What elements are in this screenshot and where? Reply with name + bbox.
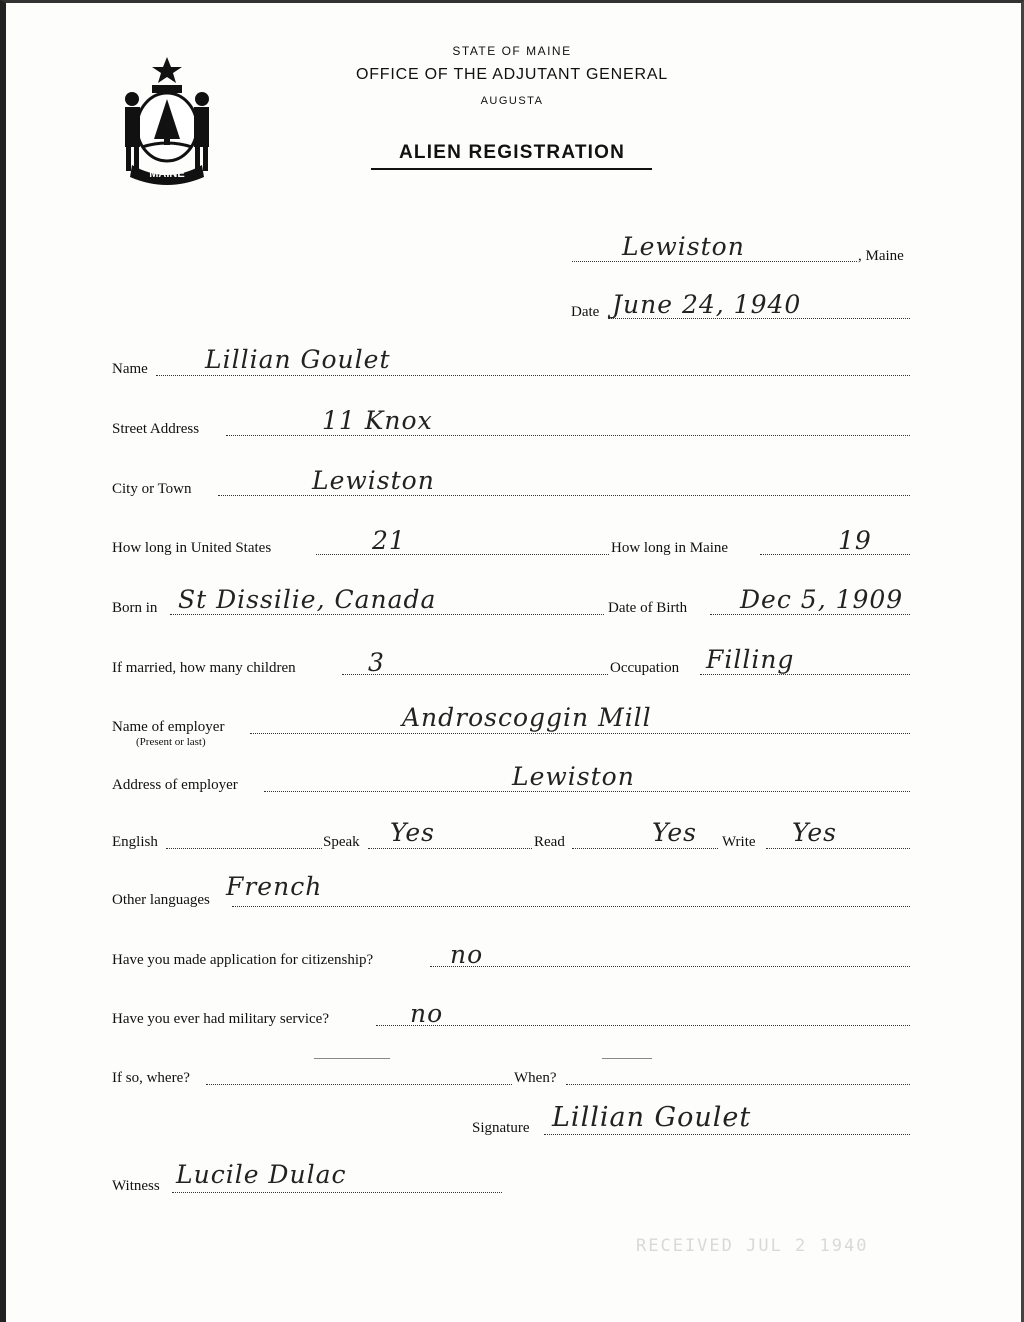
city-heading: AUGUSTA — [480, 95, 544, 107]
dob-line — [710, 614, 910, 615]
city-value: Lewiston — [312, 466, 435, 495]
witness-line — [172, 1192, 502, 1193]
dob-value: Dec 5, 1909 — [740, 585, 904, 614]
read-label: Read — [534, 834, 565, 850]
occupation-label: Occupation — [610, 660, 680, 676]
military-value: no — [410, 999, 444, 1028]
write-label: Write — [722, 834, 756, 850]
employer-sublabel: (Present or last) — [136, 736, 206, 748]
employer-line — [250, 733, 910, 734]
street-value: 11 Knox — [322, 406, 433, 435]
write-line — [766, 848, 910, 849]
office-heading: OFFICE OF THE ADJUTANT GENERAL — [355, 66, 669, 83]
maine-label: , Maine — [858, 248, 904, 264]
street-label: Street Address — [112, 421, 200, 437]
witness-value: Lucile Dulac — [176, 1160, 347, 1189]
children-label: If married, how many children — [112, 660, 296, 676]
name-line — [156, 375, 910, 376]
other-languages-line — [232, 906, 910, 907]
signature-value: Lillian Goulet — [552, 1102, 752, 1133]
how-long-maine-line — [760, 554, 910, 555]
state-heading: STATE OF MAINE — [452, 44, 572, 58]
born-in-value: St Dissilie, Canada — [178, 585, 437, 614]
city-line — [218, 495, 910, 496]
street-line — [226, 435, 910, 436]
how-long-us-line — [316, 554, 609, 555]
other-languages-value: French — [226, 872, 323, 901]
speak-line — [368, 848, 532, 849]
born-in-label: Born in — [112, 600, 158, 616]
form-title: ALIEN REGISTRATION — [398, 142, 626, 163]
place-line — [572, 261, 857, 262]
other-languages-label: Other languages — [112, 892, 210, 908]
where-dash-mark — [314, 1058, 390, 1059]
date-value: June 24, 1940 — [612, 290, 802, 319]
how-long-maine-label: How long in Maine — [611, 540, 729, 556]
title-underline — [371, 168, 652, 170]
date-label: Date — [571, 304, 600, 320]
military-line — [376, 1025, 910, 1026]
place-value: Lewiston — [622, 232, 745, 261]
how-long-us-value: 21 — [372, 526, 406, 555]
name-value: Lillian Goulet — [205, 345, 391, 374]
write-value: Yes — [792, 818, 837, 847]
witness-label: Witness — [112, 1178, 160, 1194]
how-long-us-label: How long in United States — [112, 540, 272, 556]
read-value: Yes — [652, 818, 697, 847]
name-label: Name — [112, 361, 148, 377]
received-stamp: RECEIVED JUL 2 1940 — [636, 1236, 869, 1256]
children-value: 3 — [368, 648, 385, 677]
city-label: City or Town — [112, 481, 192, 497]
when-label: When? — [514, 1070, 557, 1086]
citizenship-label: Have you made application for citizenship? — [112, 952, 374, 968]
dob-label: Date of Birth — [608, 600, 688, 616]
born-in-line — [170, 614, 604, 615]
citizenship-value: no — [450, 940, 484, 969]
citizenship-line — [430, 966, 910, 967]
employer-address-value: Lewiston — [512, 762, 635, 791]
occupation-value: Filling — [706, 645, 795, 674]
how-long-maine-value: 19 — [838, 526, 872, 555]
read-line — [572, 848, 718, 849]
employer-label: Name of employer — [112, 719, 225, 735]
signature-line — [544, 1134, 910, 1135]
employer-value: Androscoggin Mill — [402, 703, 652, 732]
english-line — [166, 848, 322, 849]
occupation-line — [700, 674, 910, 675]
if-so-where-line — [206, 1084, 512, 1085]
military-label: Have you ever had military service? — [112, 1011, 329, 1027]
speak-label: Speak — [323, 834, 360, 850]
signature-label: Signature — [472, 1120, 530, 1136]
english-label: English — [112, 834, 158, 850]
employer-address-label: Address of employer — [112, 777, 238, 793]
if-so-where-label: If so, where? — [112, 1070, 190, 1086]
employer-address-line — [264, 791, 910, 792]
seal-banner-text: MAINE — [149, 168, 185, 180]
when-line — [566, 1084, 910, 1085]
speak-value: Yes — [390, 818, 435, 847]
when-dash-mark — [602, 1058, 652, 1059]
